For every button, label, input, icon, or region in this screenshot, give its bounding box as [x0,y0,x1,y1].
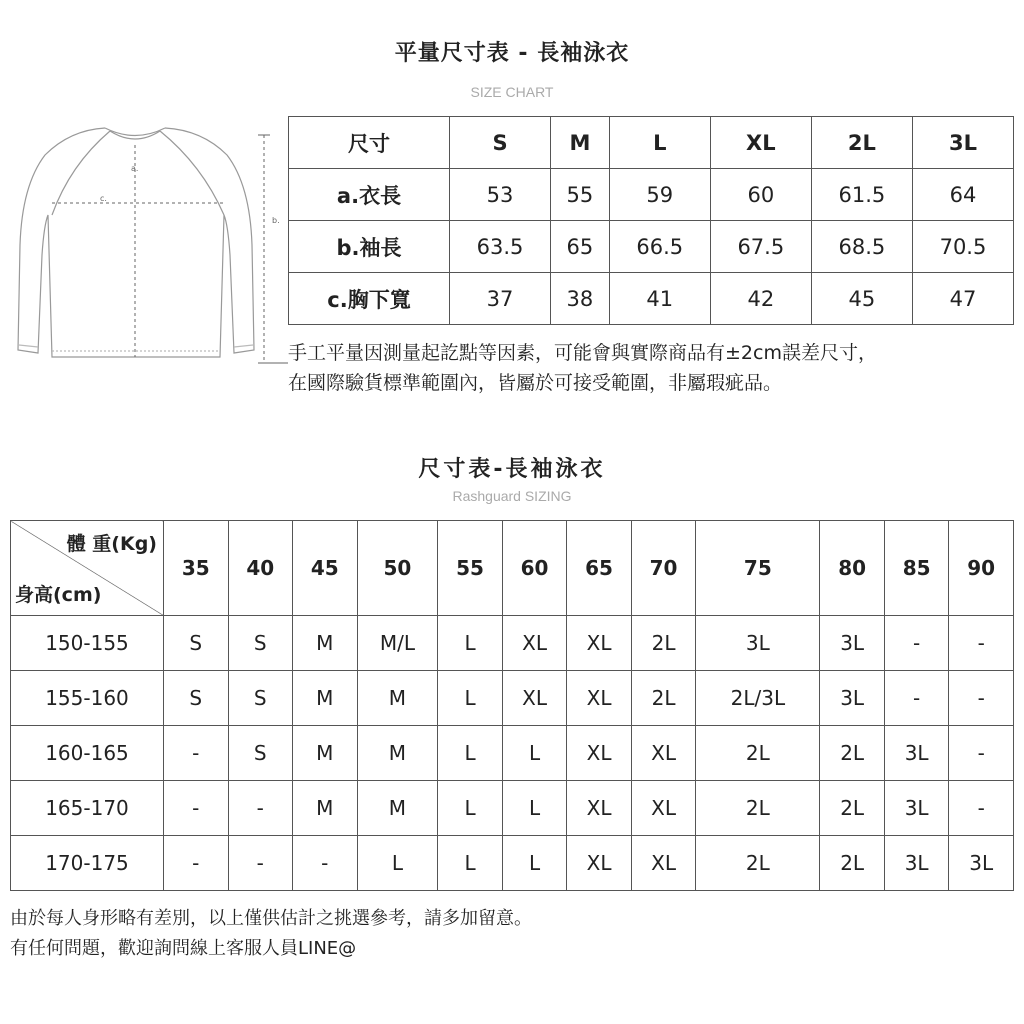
column-header: 2L [811,117,912,169]
table-cell: - [293,836,358,891]
table-cell: S [164,671,229,726]
table-cell: XL [567,616,632,671]
table-cell: XL [631,836,696,891]
column-header: L [609,117,710,169]
table-cell: L [502,836,567,891]
table-cell: 2L [631,616,696,671]
flat-measurement-table [288,116,1014,325]
table-cell: 2L [696,781,820,836]
table-cell: 68.5 [811,221,912,273]
table-cell: M [293,781,358,836]
table-cell: S [228,616,293,671]
column-header: 55 [438,521,503,616]
column-header: 50 [357,521,438,616]
weight-axis-label: 體 重(Kg) [66,533,157,555]
diagram-label-c: c. [100,194,107,203]
table-cell: 3L [820,671,885,726]
table-cell: - [884,671,949,726]
table-cell: S [228,671,293,726]
table-cell: M [357,781,438,836]
footer-line: 有任何問題，歡迎詢問線上客服人員LINE@ [10,938,357,959]
sizing-table [10,520,1014,891]
table-cell: 55 [551,169,610,221]
table-cell: 65 [551,221,610,273]
row-label: 170-175 [11,836,164,891]
table-cell: 38 [551,273,610,325]
table-cell: 41 [609,273,710,325]
row-label: 160-165 [11,726,164,781]
diagram-label-a: a. [131,164,139,173]
table-cell: 3L [884,781,949,836]
table-cell: 3L [820,616,885,671]
table-cell: L [357,836,438,891]
table-cell: M [357,671,438,726]
column-header: 65 [567,521,632,616]
table-cell: L [438,671,503,726]
table-cell: - [228,836,293,891]
row-label: 155-160 [11,671,164,726]
table-row [289,169,1014,221]
column-header: 90 [949,521,1014,616]
column-header: 70 [631,521,696,616]
row-label: a.衣長 [289,169,450,221]
table-cell: XL [567,671,632,726]
column-header: 60 [502,521,567,616]
table-cell: L [502,781,567,836]
table-cell: XL [502,616,567,671]
table-cell: 59 [609,169,710,221]
table-cell: M [357,726,438,781]
table-cell: 60 [710,169,811,221]
table-cell: - [228,781,293,836]
corner-header [11,521,164,616]
table-cell: 64 [912,169,1013,221]
table-cell: 61.5 [811,169,912,221]
table-cell: - [949,671,1014,726]
rashguard-diagram [10,125,290,375]
diagram-label-b: b. [272,216,280,225]
table-cell: - [164,726,229,781]
table-cell: L [438,836,503,891]
flat-chart-subtitle: SIZE CHART [470,84,554,100]
column-header: 80 [820,521,885,616]
row-label: b.袖長 [289,221,450,273]
flat-chart-title: 平量尺寸表 - 長袖泳衣 [394,41,630,66]
table-cell: 2L [631,671,696,726]
table-cell: 3L [696,616,820,671]
table-cell: XL [631,781,696,836]
table-row [289,273,1014,325]
table-row [11,836,1014,891]
table-cell: M [293,616,358,671]
table-cell: 3L [884,836,949,891]
column-header: 40 [228,521,293,616]
table-row [11,726,1014,781]
table-cell: L [438,616,503,671]
table-row [11,616,1014,671]
table-row [11,521,1014,616]
column-header: M [551,117,610,169]
table-cell: 2L/3L [696,671,820,726]
table-cell: 2L [820,781,885,836]
table-cell: 3L [949,836,1014,891]
row-label: 150-155 [11,616,164,671]
table-cell: 66.5 [609,221,710,273]
table-cell: 37 [450,273,551,325]
height-axis-label: 身高(cm) [15,584,102,606]
table-cell: 63.5 [450,221,551,273]
table-cell: - [164,781,229,836]
column-header: 75 [696,521,820,616]
table-cell: L [438,781,503,836]
row-label: 165-170 [11,781,164,836]
table-row [11,781,1014,836]
table-cell: 70.5 [912,221,1013,273]
table-cell: 42 [710,273,811,325]
table-cell: M/L [357,616,438,671]
footer-line: 由於每人身形略有差別，以上僅供估計之挑選參考，請多加留意。 [10,908,532,929]
table-cell: XL [567,726,632,781]
table-cell: - [949,616,1014,671]
table-cell: - [949,726,1014,781]
table-cell: XL [502,671,567,726]
table-cell: 67.5 [710,221,811,273]
column-header: S [450,117,551,169]
table-cell: 47 [912,273,1013,325]
sizing-chart-subtitle: Rashguard SIZING [452,488,572,504]
column-header: 尺寸 [289,117,450,169]
column-header: 85 [884,521,949,616]
column-header: 3L [912,117,1013,169]
table-cell: L [502,726,567,781]
column-header: XL [710,117,811,169]
note-line: 手工平量因測量起訖點等因素，可能會與實際商品有±2cm誤差尺寸， [288,342,877,364]
table-row [289,117,1014,169]
table-cell: M [293,726,358,781]
table-cell: S [228,726,293,781]
measurement-note [288,338,877,398]
table-cell: 3L [884,726,949,781]
table-cell: 2L [820,836,885,891]
table-cell: - [949,781,1014,836]
column-header: 45 [293,521,358,616]
table-cell: 2L [696,726,820,781]
table-cell: 45 [811,273,912,325]
table-cell: 53 [450,169,551,221]
table-cell: - [164,836,229,891]
table-cell: XL [567,836,632,891]
column-header: 35 [164,521,229,616]
table-cell: S [164,616,229,671]
table-cell: - [884,616,949,671]
table-cell: M [293,671,358,726]
table-cell: XL [631,726,696,781]
note-line: 在國際驗貨標準範圍內，皆屬於可接受範圍，非屬瑕疵品。 [288,372,783,394]
table-row [289,221,1014,273]
footer-notes [10,904,532,964]
table-cell: XL [567,781,632,836]
sizing-chart-title: 尺寸表-長袖泳衣 [418,457,606,482]
table-cell: 2L [820,726,885,781]
table-cell: 2L [696,836,820,891]
table-row [11,671,1014,726]
table-cell: L [438,726,503,781]
row-label: c.胸下寬 [289,273,450,325]
